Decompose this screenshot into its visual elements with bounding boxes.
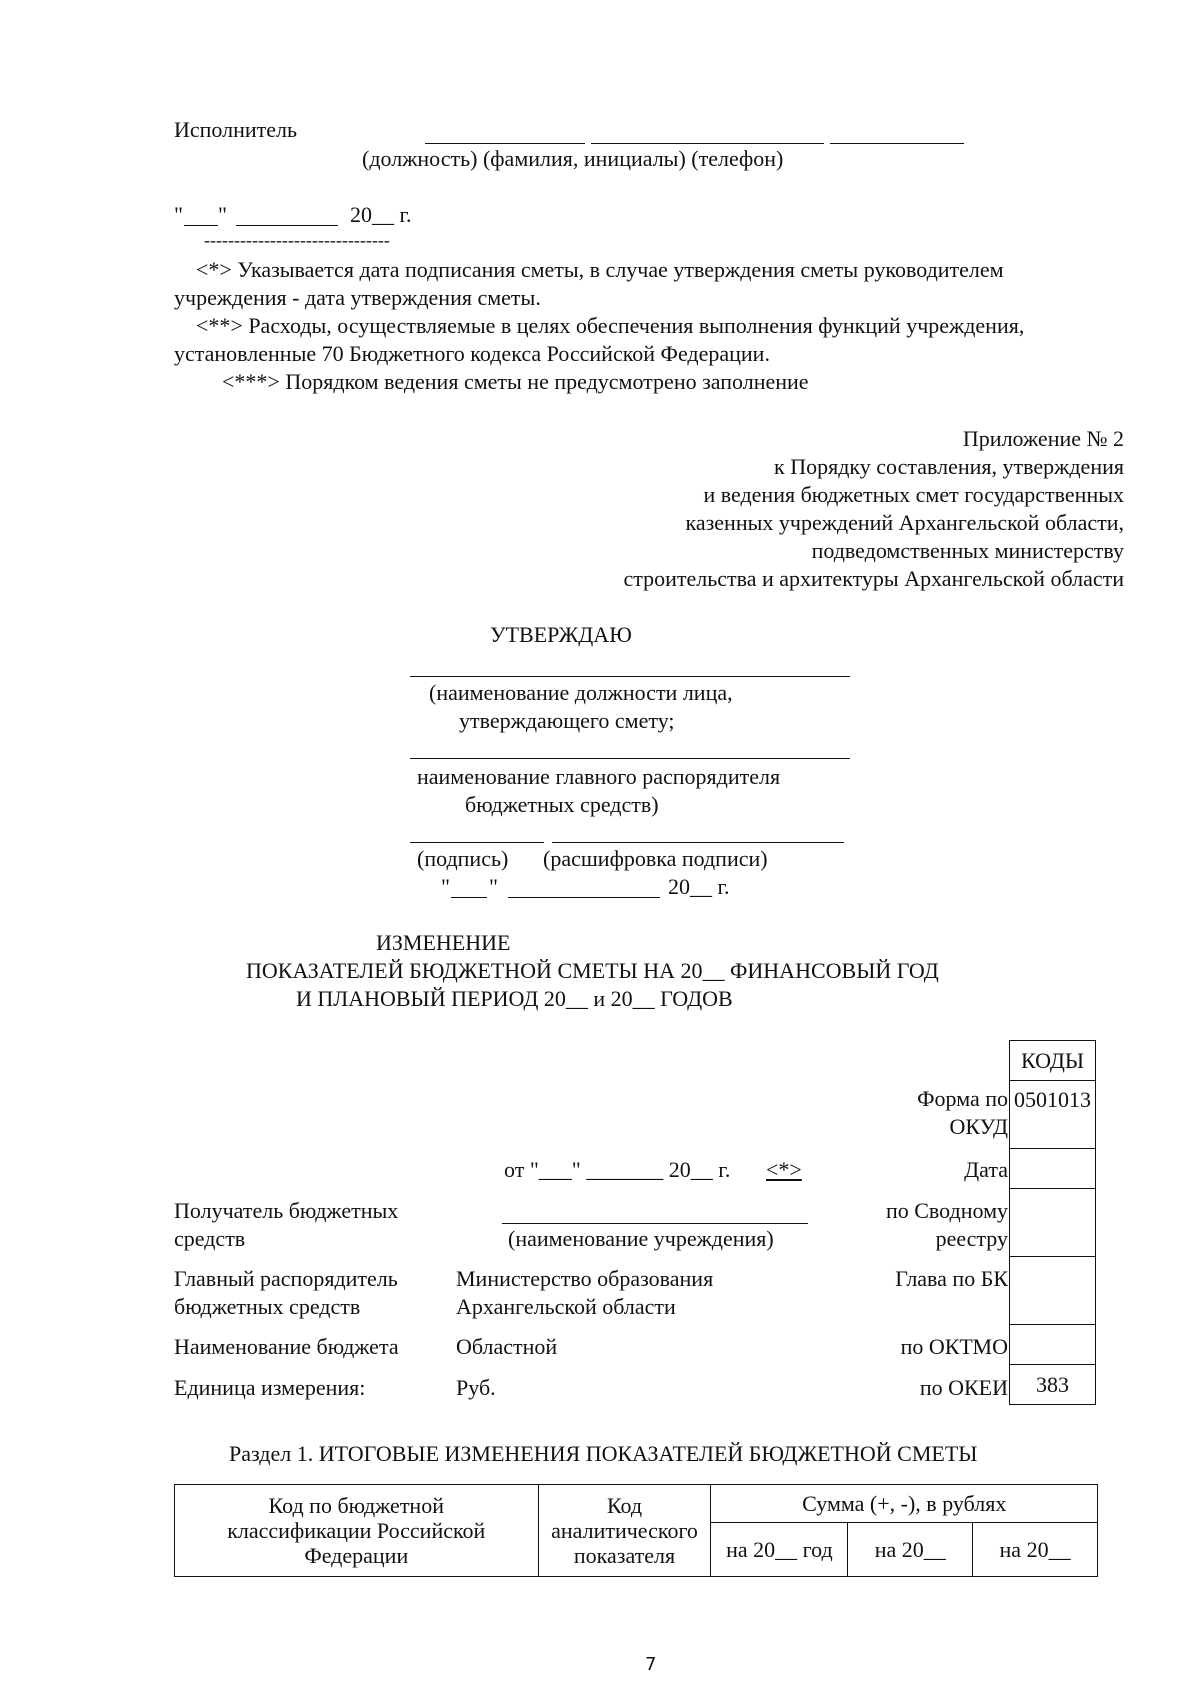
approve-sign-caption: (подпись): [417, 846, 509, 871]
approve-caption-1-line-1: (наименование должности лица,: [429, 680, 733, 705]
footnote-3: <***> Порядком ведения сметы не предусмотрено заполнение: [222, 369, 809, 394]
executor-day-line: [184, 225, 218, 226]
executor-phone-line: [830, 143, 964, 144]
codes-form-label-line-1: Форма по: [917, 1086, 1008, 1111]
codes-registry-cell: [1010, 1189, 1096, 1257]
section1-col-analytic-line-2: аналитического: [551, 1517, 698, 1543]
codes-registry-label-line-1: по Сводному: [885, 1198, 1008, 1223]
approve-date-quote-open: ": [441, 874, 450, 899]
footnote-1-line-1: <*> Указывается дата подписания сметы, в случае утверждения сметы руководителем: [196, 257, 1004, 282]
codes-chapter-label: Глава по БК: [895, 1266, 1008, 1291]
approve-date-quote-close: ": [489, 874, 498, 899]
section1-col-year-3: на 20__: [973, 1523, 1098, 1577]
requisites-date-footnote-link[interactable]: <*>: [766, 1157, 802, 1182]
codes-form-label-line-2: ОКУД: [949, 1114, 1008, 1139]
codes-header: КОДЫ: [1010, 1041, 1096, 1081]
section1-col-code-line-1: Код по бюджетной: [268, 1492, 444, 1518]
executor-month-line: [236, 225, 338, 226]
appendix-line-5: подведомственных министерству: [811, 538, 1124, 563]
approve-caption-1-line-2: утверждающего смету;: [459, 708, 675, 733]
heading-line-1: ИЗМЕНЕНИЕ: [376, 930, 511, 955]
section1-col-sum: Сумма (+, -), в рублях: [711, 1485, 1098, 1523]
unit-label: Единица измерения:: [174, 1375, 366, 1400]
appendix-line-1: Приложение № 2: [962, 426, 1124, 451]
codes-okei-label: по ОКЕИ: [919, 1375, 1008, 1400]
approve-date-year: 20__ г.: [668, 874, 730, 899]
appendix-line-4: казенных учреждений Архангельской области,: [685, 510, 1124, 535]
recipient-label-line-2: средств: [174, 1226, 246, 1251]
footnote-2-line-2: установленные 70 Бюджетного кодекса Российской Федерации.: [174, 341, 770, 366]
footnote-1-line-2: учреждения - дата утверждения сметы.: [174, 285, 541, 310]
budget-value: Областной: [456, 1334, 558, 1359]
footnote-separator: -------------------------------: [204, 230, 390, 250]
codes-table: [1009, 1040, 1096, 1405]
budget-label: Наименование бюджета: [174, 1334, 399, 1359]
codes-registry-label-line-2: реестру: [935, 1226, 1008, 1251]
section1-col-analytic: [538, 1485, 711, 1577]
recipient-name-line: [502, 1223, 808, 1224]
recipient-caption: (наименование учреждения): [508, 1226, 774, 1251]
unit-value: Руб.: [456, 1375, 496, 1400]
approve-day-line: [451, 897, 487, 898]
manager-value-line-2: Архангельской области: [456, 1294, 676, 1319]
executor-date-quote-close: ": [218, 202, 227, 227]
approve-month-line: [508, 897, 660, 898]
section1-col-year-1: на 20__ год: [711, 1523, 848, 1577]
approve-decode-caption: (расшифровка подписи): [543, 846, 768, 871]
appendix-line-2: к Порядку составления, утверждения: [774, 454, 1124, 479]
approve-sign-line: [410, 842, 544, 843]
section1-col-analytic-line-1: Код: [606, 1492, 643, 1518]
manager-value-line-1: Министерство образования: [456, 1266, 714, 1291]
section1-col-year-2: на 20__: [848, 1523, 973, 1577]
section1-col-analytic-line-3: показателя: [573, 1543, 676, 1569]
codes-chapter-cell: [1010, 1257, 1096, 1325]
heading-line-3: И ПЛАНОВЫЙ ПЕРИОД 20__ и 20__ ГОДОВ: [296, 986, 733, 1011]
section1-title: Раздел 1. ИТОГОВЫЕ ИЗМЕНЕНИЯ ПОКАЗАТЕЛЕЙ БЮДЖЕТНОЙ СМЕТЫ: [229, 1441, 978, 1466]
codes-date-cell: [1010, 1149, 1096, 1189]
approve-title: УТВЕРЖДАЮ: [490, 622, 632, 647]
executor-captions: (должность) (фамилия, инициалы) (телефон): [362, 146, 784, 171]
executor-position-line: [425, 143, 585, 144]
codes-okei-value: 383: [1010, 1365, 1096, 1405]
section1-col-code-line-3: Федерации: [304, 1543, 409, 1569]
codes-oktmo-cell: [1010, 1325, 1096, 1365]
approve-caption-2-line-2: бюджетных средств): [465, 792, 659, 817]
requisites-date-from: от "___" _______ 20__ г.: [504, 1157, 731, 1182]
codes-form-value: 0501013: [1010, 1081, 1096, 1149]
recipient-label-line-1: Получатель бюджетных: [174, 1198, 399, 1223]
approve-manager-line: [410, 758, 850, 759]
executor-date-quote-open: ": [174, 202, 183, 227]
approve-position-line: [410, 676, 850, 677]
codes-oktmo-label: по ОКТМО: [900, 1334, 1008, 1359]
appendix-line-3: и ведения бюджетных смет государственных: [703, 482, 1124, 507]
executor-name-line: [591, 143, 824, 144]
page-number: 7: [645, 1654, 657, 1675]
approve-caption-2-line-1: наименование главного распорядителя: [417, 764, 781, 789]
appendix-line-6: строительства и архитектуры Архангельской области: [623, 566, 1124, 591]
section1-col-code: [175, 1485, 539, 1577]
footnote-2-line-1: <**> Расходы, осуществляемые в целях обеспечения выполнения функций учреждения,: [196, 313, 1025, 338]
heading-line-2: ПОКАЗАТЕЛЕЙ БЮДЖЕТНОЙ СМЕТЫ НА 20__ ФИНАНСОВЫЙ ГОД: [246, 958, 939, 983]
executor-date-year: 20__ г.: [350, 202, 412, 227]
manager-label-line-1: Главный распорядитель: [174, 1266, 398, 1291]
section1-table: [174, 1484, 1098, 1577]
section1-col-code-line-2: классификации Российской: [227, 1517, 486, 1543]
executor-label: Исполнитель: [174, 117, 298, 142]
approve-decode-line: [552, 842, 844, 843]
codes-date-label: Дата: [964, 1157, 1008, 1182]
manager-label-line-2: бюджетных средств: [174, 1294, 361, 1319]
